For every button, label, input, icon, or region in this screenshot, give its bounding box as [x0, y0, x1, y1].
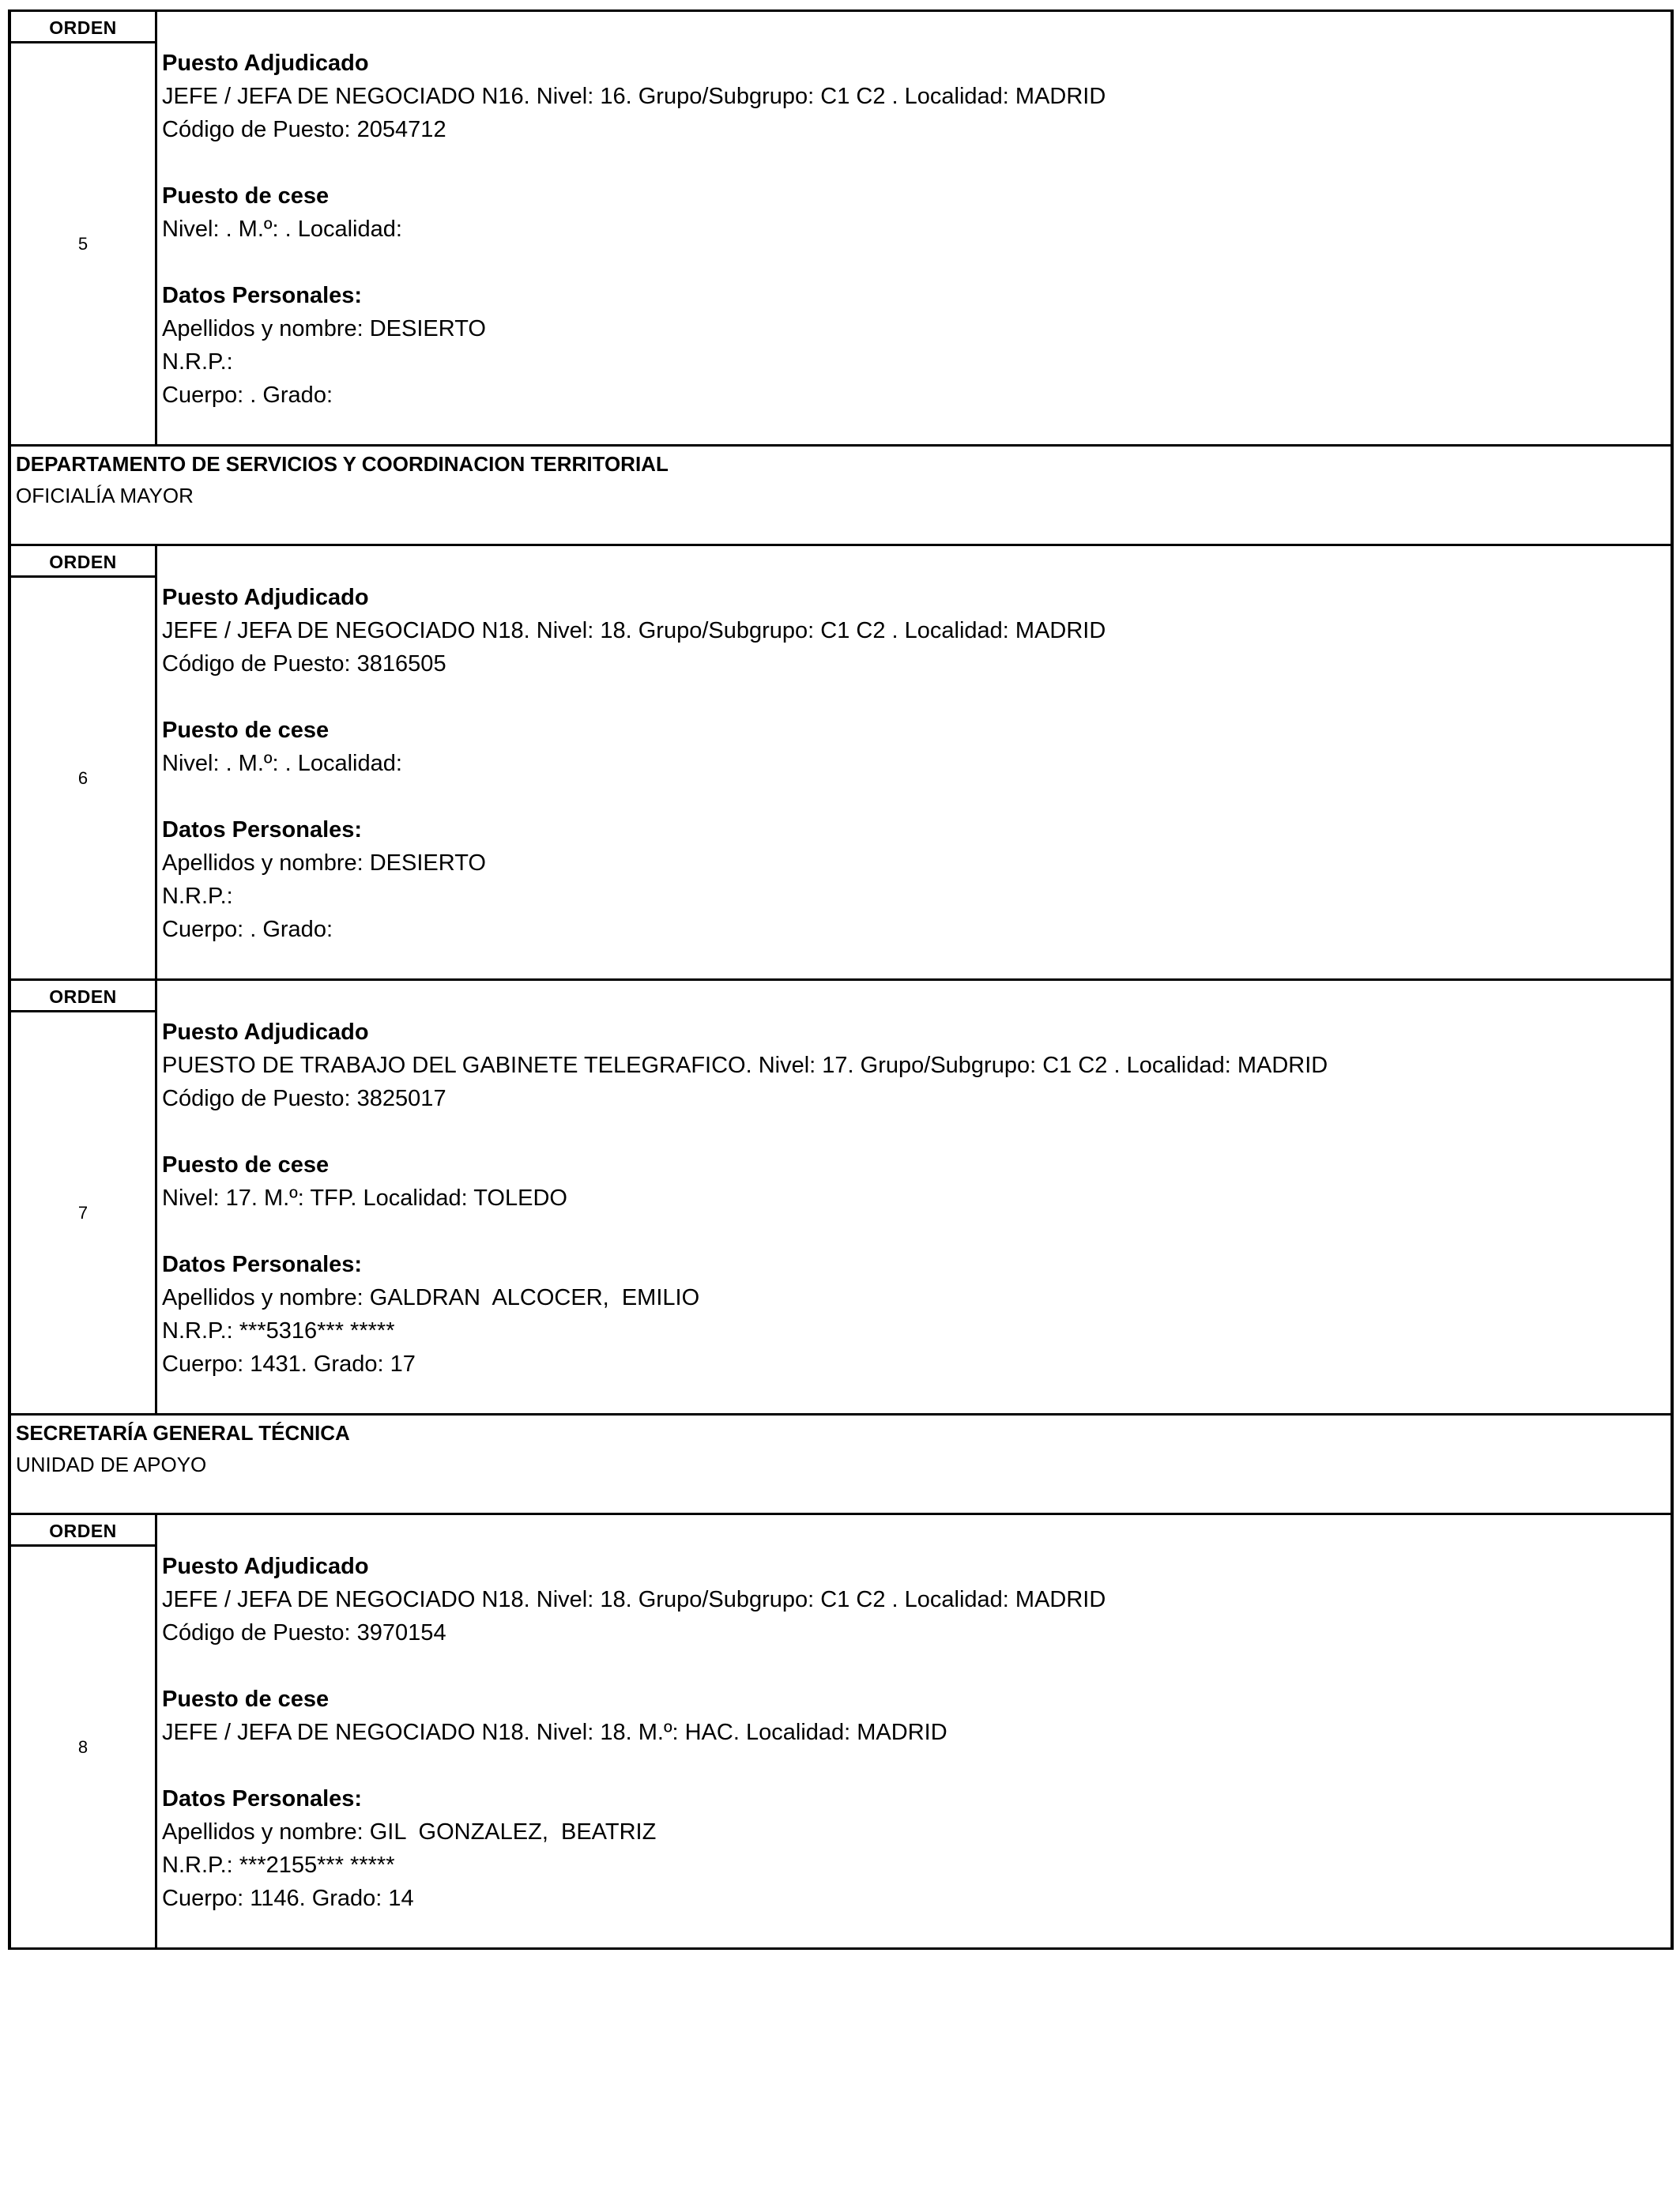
orden-number: 6 — [77, 767, 89, 788]
cuerpo-grado: Cuerpo: 1146. Grado: 14 — [162, 1886, 414, 1911]
nrp: N.R.P.: — [162, 884, 233, 909]
puesto-cese-heading: Puesto de cese — [162, 1152, 330, 1178]
orden-header: ORDEN — [11, 12, 155, 43]
apellidos-nombre: Apellidos y nombre: DESIERTO — [162, 316, 486, 341]
codigo-puesto: Código de Puesto: 3970154 — [162, 1620, 446, 1646]
puesto-cese-description: JEFE / JEFA DE NEGOCIADO N18. Nivel: 18. M.º: HAC. Localidad: MADRID — [162, 1720, 947, 1745]
entry-orden-8 — [11, 1513, 1671, 1950]
datos-personales-heading: Datos Personales: — [162, 1786, 363, 1811]
orden-header: ORDEN — [11, 546, 155, 578]
puesto-adjudicado-heading: Puesto Adjudicado — [162, 585, 369, 610]
orden-column — [11, 1515, 157, 1947]
orden-number: 8 — [77, 1736, 89, 1757]
section-header — [11, 444, 1671, 544]
puesto-cese-description: Nivel: . M.º: . Localidad: — [162, 217, 402, 242]
puesto-adjudicado-description: JEFE / JEFA DE NEGOCIADO N16. Nivel: 16. Grupo/Subgrupo: C1 C2 . Localidad: MADRID — [162, 84, 1106, 109]
puesto-cese-description: Nivel: 17. M.º: TFP. Localidad: TOLEDO — [162, 1186, 567, 1211]
orden-column — [11, 546, 157, 978]
codigo-puesto: Código de Puesto: 2054712 — [162, 117, 446, 142]
orden-header: ORDEN — [11, 1515, 155, 1547]
puesto-cese-heading: Puesto de cese — [162, 183, 330, 209]
document-table — [8, 9, 1674, 1950]
codigo-puesto: Código de Puesto: 3825017 — [162, 1086, 446, 1111]
puesto-cese-heading: Puesto de cese — [162, 718, 330, 743]
puesto-cese-description: Nivel: . M.º: . Localidad: — [162, 751, 402, 776]
datos-personales-heading: Datos Personales: — [162, 1252, 363, 1277]
apellidos-nombre: Apellidos y nombre: DESIERTO — [162, 850, 486, 876]
entry-content — [162, 1550, 1663, 1915]
orden-number: 7 — [77, 1202, 89, 1223]
puesto-adjudicado-heading: Puesto Adjudicado — [162, 1020, 369, 1045]
orden-header: ORDEN — [11, 981, 155, 1012]
entry-content — [162, 581, 1663, 946]
cuerpo-grado: Cuerpo: . Grado: — [162, 383, 333, 408]
nrp: N.R.P.: — [162, 349, 233, 375]
cuerpo-grado: Cuerpo: 1431. Grado: 17 — [162, 1351, 416, 1377]
section-subtitle: UNIDAD DE APOYO — [16, 1453, 207, 1476]
puesto-adjudicado-description: JEFE / JEFA DE NEGOCIADO N18. Nivel: 18. Grupo/Subgrupo: C1 C2 . Localidad: MADRID — [162, 1587, 1106, 1612]
orden-column — [11, 12, 157, 444]
entry-orden-5 — [11, 9, 1671, 444]
entry-content — [162, 47, 1663, 412]
entry-content — [162, 1016, 1663, 1381]
section-title: SECRETARÍA GENERAL TÉCNICA — [16, 1421, 350, 1445]
puesto-adjudicado-heading: Puesto Adjudicado — [162, 1554, 369, 1579]
puesto-adjudicado-description: JEFE / JEFA DE NEGOCIADO N18. Nivel: 18. Grupo/Subgrupo: C1 C2 . Localidad: MADRID — [162, 618, 1106, 643]
apellidos-nombre: Apellidos y nombre: GIL GONZALEZ, BEATRIZ — [162, 1819, 657, 1845]
section-subtitle: OFICIALÍA MAYOR — [16, 484, 194, 507]
cuerpo-grado: Cuerpo: . Grado: — [162, 917, 333, 942]
section-header — [11, 1413, 1671, 1513]
entry-orden-6 — [11, 544, 1671, 978]
nrp: N.R.P.: ***2155*** ***** — [162, 1853, 395, 1878]
codigo-puesto: Código de Puesto: 3816505 — [162, 651, 446, 677]
puesto-adjudicado-description: PUESTO DE TRABAJO DEL GABINETE TELEGRAFICO. Nivel: 17. Grupo/Subgrupo: C1 C2 . Localidad: MADRID — [162, 1053, 1328, 1078]
entry-orden-7 — [11, 978, 1671, 1413]
apellidos-nombre: Apellidos y nombre: GALDRAN ALCOCER, EMILIO — [162, 1285, 700, 1310]
section-title: DEPARTAMENTO DE SERVICIOS Y COORDINACION TERRITORIAL — [16, 452, 669, 476]
orden-number: 5 — [77, 233, 89, 254]
datos-personales-heading: Datos Personales: — [162, 283, 363, 308]
puesto-cese-heading: Puesto de cese — [162, 1687, 330, 1712]
orden-column — [11, 981, 157, 1413]
datos-personales-heading: Datos Personales: — [162, 817, 363, 843]
nrp: N.R.P.: ***5316*** ***** — [162, 1318, 395, 1344]
puesto-adjudicado-heading: Puesto Adjudicado — [162, 51, 369, 76]
